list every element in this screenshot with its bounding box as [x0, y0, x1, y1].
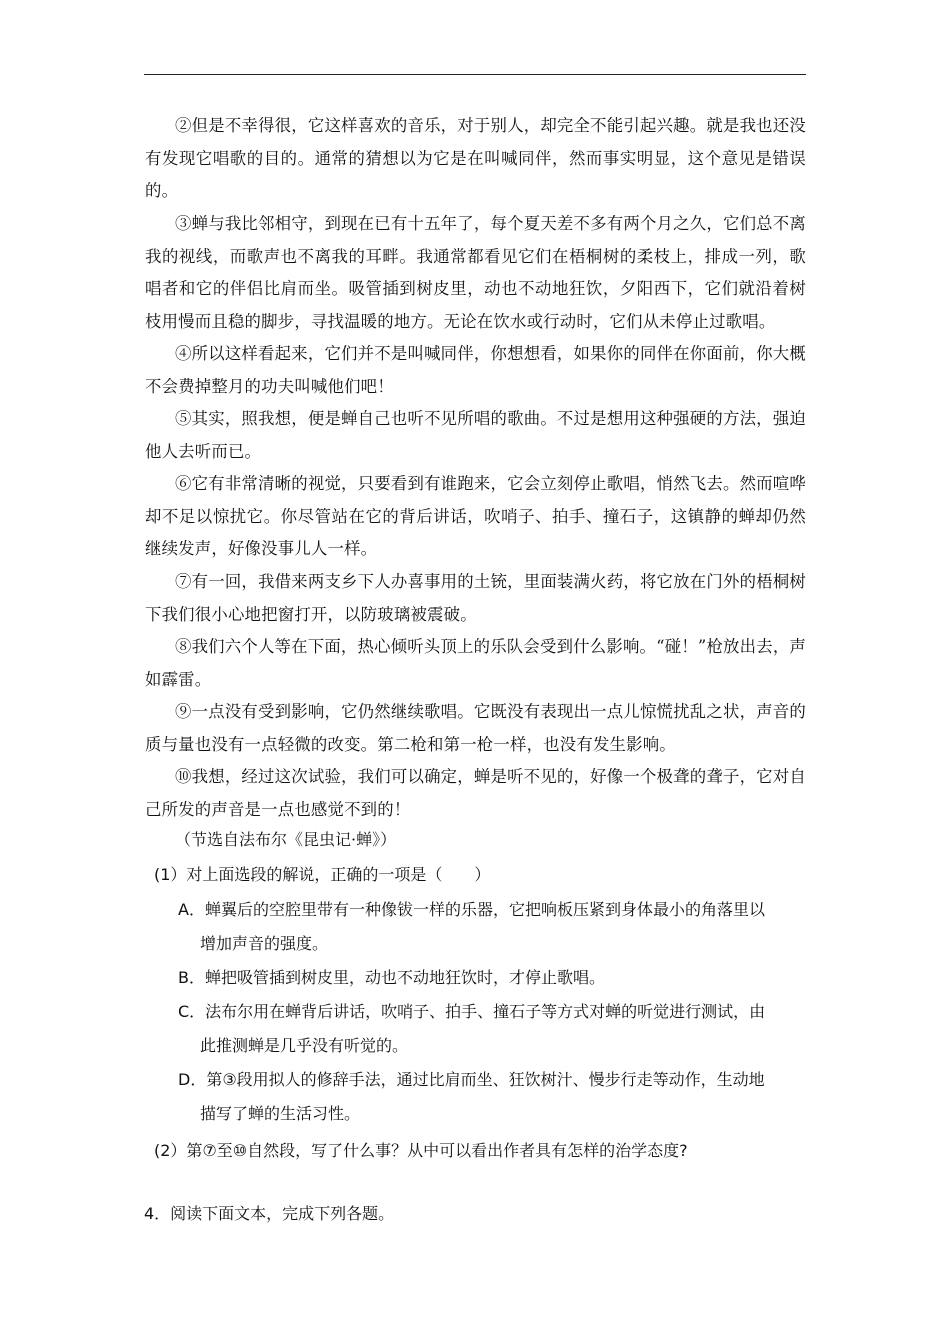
option-b-line1: B．蝉把吸管插到树皮里，动也不动地狂饮时，才停止歌唱。	[178, 968, 605, 987]
paragraph-7: ⑦有一回，我借来两支乡下人办喜事用的土铳，里面装满火药，将它放在门外的梧桐树下我们很小心地把窗打开，以防玻璃被震破。	[145, 572, 806, 624]
option-c-line1: C．法布尔用在蝉背后讲话，吹哨子、拍手、撞石子等方式对蝉的听觉进行测试，由	[178, 1002, 766, 1021]
header-rule	[144, 74, 806, 75]
option-a-line2: 增加声音的强度。	[200, 934, 329, 953]
paragraph-2: ②但是不幸得很，它这样喜欢的音乐，对于别人，却完全不能引起兴趣。就是我也还没有发现它唱歌的目的。通常的猜想以为它是在叫喊同伴，然而事实明显，这个意见是错误的。	[145, 116, 806, 200]
paragraph-3: ③蝉与我比邻相守，到现在已有十五年了，每个夏天差不多有两个月之久，它们总不离我的视线，而歌声也不离我的耳畔。我通常都看见它们在梧桐树的柔枝上，排成一列，歌唱者和它的伴侣比肩而坐。吸管插到树皮里，动也不动地狂饮，夕阳西下，它们就沿着树枝用慢而且稳的脚步，寻找温暖的地方。无论在饮水或行动时，它们从未停止过歌唱。	[145, 214, 806, 331]
option-d-line1: D．第③段用拟人的修辞手法，通过比肩而坐、狂饮树汁、慢步行走等动作，生动地	[178, 1070, 765, 1089]
option-d-line2: 描写了蝉的生活习性。	[200, 1104, 361, 1123]
source-citation: （节选自法布尔《昆虫记·蝉》）	[175, 830, 397, 849]
paragraph-10: ⑩我想，经过这次试验，我们可以确定，蝉是听不见的，好像一个极聋的聋子，它对自己所发的声音是一点也感觉不到的！	[145, 767, 806, 819]
paragraph-6: ⑥它有非常清晰的视觉，只要看到有谁跑来，它会立刻停止歌唱，悄然飞去。然而喧哗却不足以惊扰它。你尽管站在它的背后讲话，吹哨子、拍手、撞石子，这镇静的蝉却仍然继续发声，好像没事儿人一样。	[145, 474, 806, 558]
option-a[interactable]	[178, 893, 798, 961]
paragraph-8: ⑧我们六个人等在下面，热心倾听头顶上的乐队会受到什么影响。“碰！”枪放出去，声如霹雷。	[145, 637, 807, 689]
paragraph-9: ⑨一点没有受到影响，它仍然继续歌唱。它既没有表现出一点儿惊慌扰乱之状，声音的质与量也没有一点轻微的改变。第二枪和第一枪一样，也没有发生影响。	[145, 702, 806, 754]
option-c[interactable]	[178, 995, 798, 1063]
question-1-stem: (1）对上面选段的解说，正确的一项是（ ）	[154, 865, 491, 884]
question-2: (2）第⑦至⑩自然段，写了什么事？从中可以看出作者具有怎样的治学态度?	[154, 1141, 688, 1160]
option-d[interactable]	[178, 1063, 798, 1131]
option-c-line2: 此推测蝉是几乎没有听觉的。	[200, 1036, 409, 1055]
option-a-line1: A．蝉翼后的空腔里带有一种像钹一样的乐器，它把响板压紧到身体最小的角落里以	[178, 900, 765, 919]
paragraph-4: ④所以这样看起来，它们并不是叫喊同伴，你想想看，如果你的同伴在你面前，你大概不会费掉整月的功夫叫喊他们吧！	[145, 344, 806, 396]
task-4-heading: 4．阅读下面文本，完成下列各题。	[144, 1204, 395, 1223]
option-b[interactable]	[178, 961, 798, 995]
paragraph-5: ⑤其实，照我想，便是蝉自己也听不见所唱的歌曲。不过是想用这种强硬的方法，强迫他人去听而已。	[145, 409, 806, 461]
